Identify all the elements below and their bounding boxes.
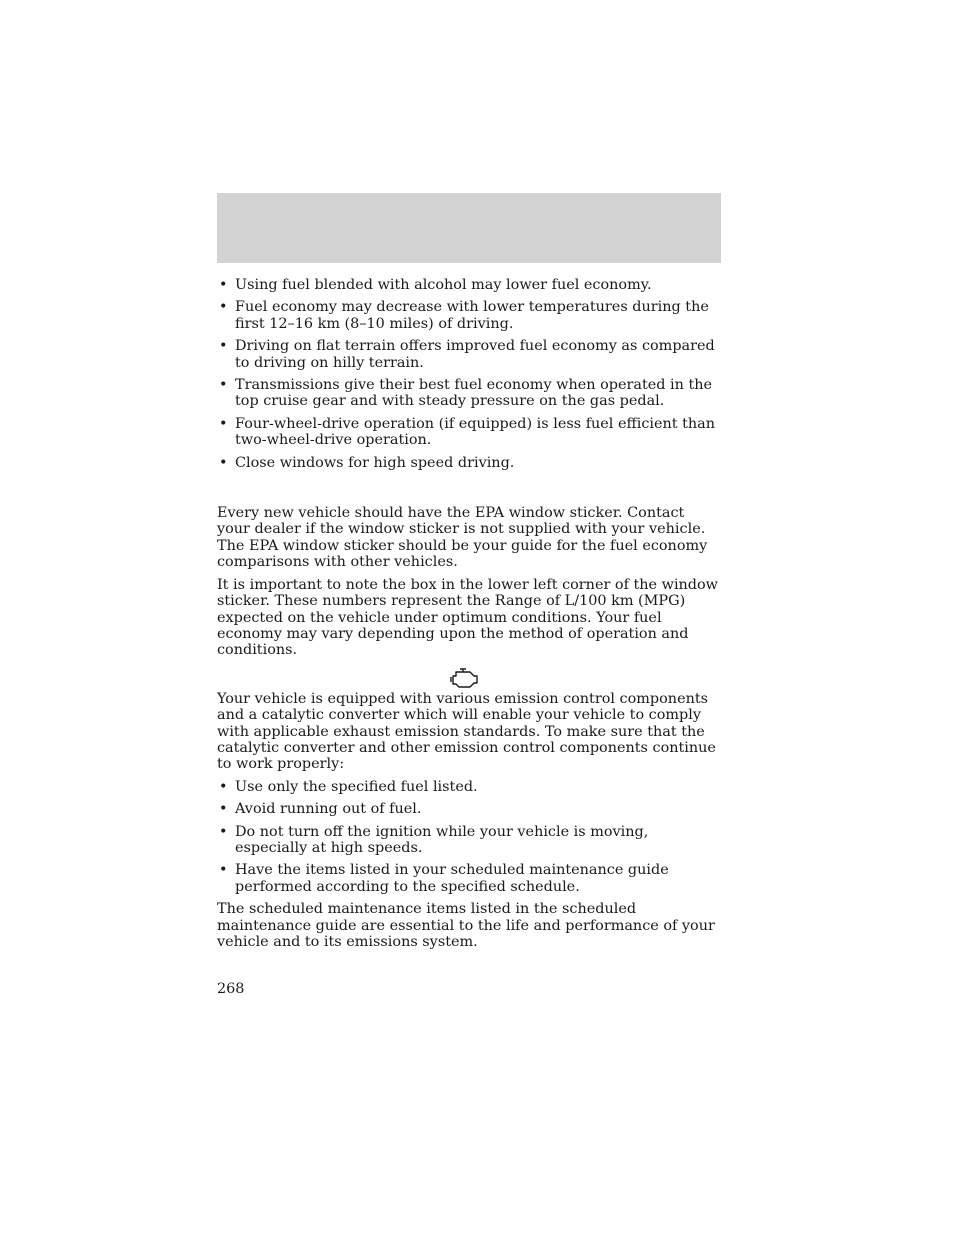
engine-icon	[450, 667, 480, 689]
list-item: • Close windows for high speed driving.	[217, 455, 721, 471]
list-item: • Driving on flat terrain offers improved fuel economy as compared to driving on hilly terrain.	[217, 338, 721, 371]
emission-intro: Your vehicle is equipped with various emission control components and a catalytic converter which will enable your vehicle to comply with applicable exhaust emission standards. To make sure that the catalytic converter and other emission control components continue to work properly:	[217, 690, 716, 773]
list-item: • Transmissions give their best fuel economy when operated in the top cruise gear and with steady pressure on the gas pedal.	[217, 377, 721, 410]
list-item: • Have the items listed in your scheduled maintenance guide performed according to the specified schedule.	[217, 862, 721, 895]
fuel-tips-list	[217, 277, 721, 471]
page-content	[217, 277, 721, 956]
emission-closing: The scheduled maintenance items listed in the scheduled maintenance guide are essential to the life and performance of your vehicle and to its emissions system.	[217, 901, 715, 950]
list-item: • Four-wheel-drive operation (if equipped) is less fuel efficient than two-wheel-drive operation.	[217, 416, 721, 449]
page-number: 268	[217, 981, 245, 997]
emission-icon-row	[217, 665, 721, 691]
epa-paragraph: It is important to note the box in the lower left corner of the window sticker. These numbers represent the Range of L/100 km (MPG) expected on the vehicle under optimum conditions. Your fuel economy may vary depending upon the method of operation and conditions.	[217, 576, 719, 659]
emission-tips-list	[217, 779, 721, 895]
list-item: • Do not turn off the ignition while your vehicle is moving, especially at high speeds.	[217, 824, 721, 857]
section-header-band	[217, 193, 721, 263]
list-item: • Fuel economy may decrease with lower temperatures during the first 12–16 km (8–10 miles) of driving.	[217, 299, 721, 332]
section-spacer	[217, 477, 721, 505]
list-item: • Avoid running out of fuel.	[217, 801, 721, 817]
list-item: • Using fuel blended with alcohol may lower fuel economy.	[217, 277, 721, 293]
list-item: • Use only the specified fuel listed.	[217, 779, 721, 795]
epa-paragraph: Every new vehicle should have the EPA window sticker. Contact your dealer if the window sticker is not supplied with your vehicle. The EPA window sticker should be your guide for the fuel economy comparisons with other vehicles.	[217, 505, 708, 571]
